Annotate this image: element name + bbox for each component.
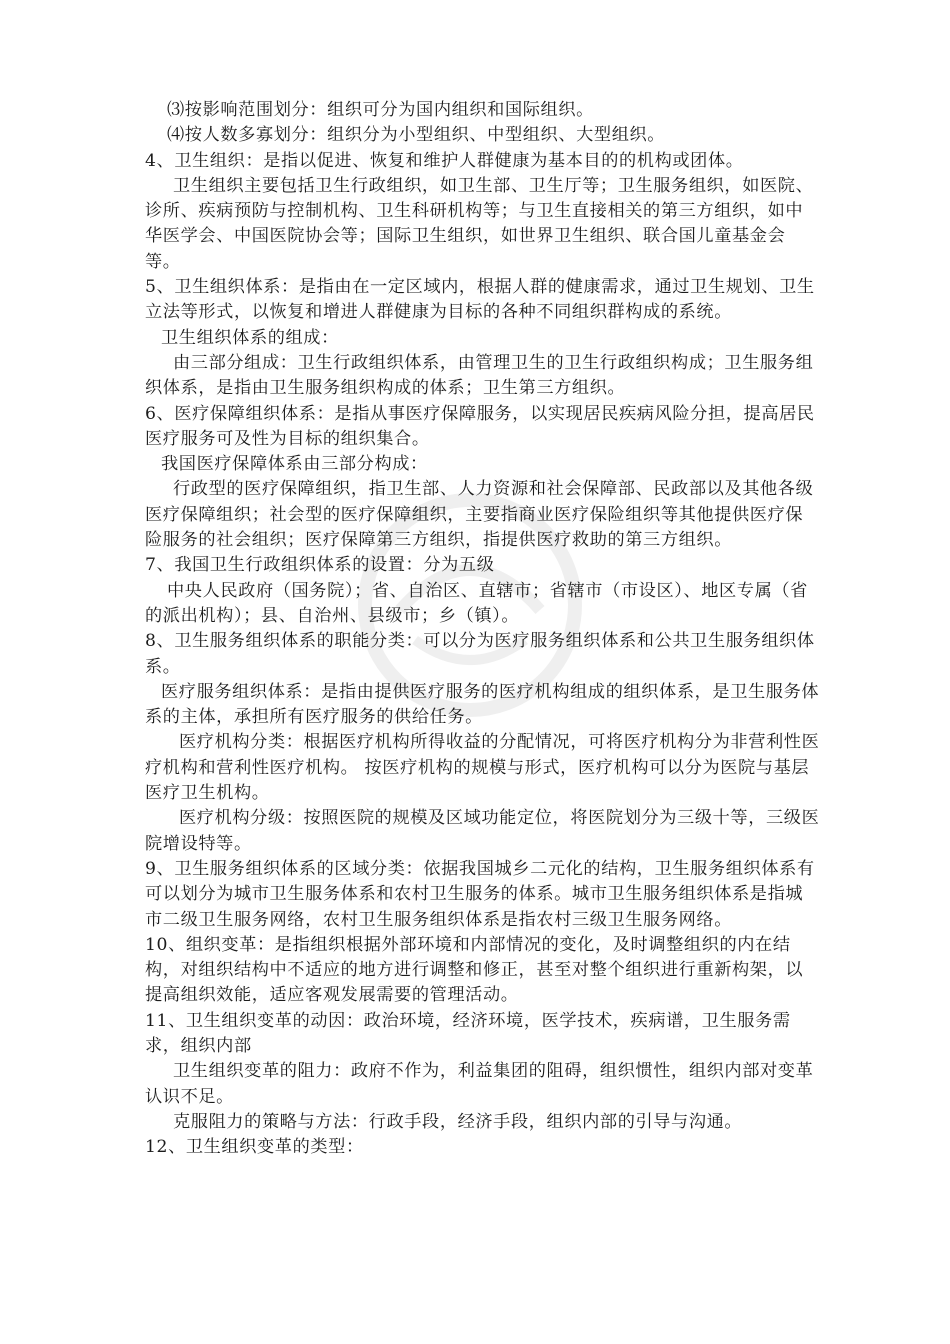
paragraph-heading-9: 9、卫生服务组织体系的区域分类：依据我国城乡二元化的结构，卫生服务组织体系有可以划分为城市卫生服务体系和农村卫生服务的体系。城市卫生服务组织体系是指城市二级卫生服务网络，农村卫生服务组织体系是指农村三级卫生服务网络。 <box>145 858 815 930</box>
paragraph-medical-institution-classification: 医疗机构分类：根据医疗机构所得收益的分配情况，可将医疗机构分为非营利性医疗机构和营利性医疗机构。 按医疗机构的规模与形式，医疗机构可以分为医院与基层医疗卫生机构。 <box>145 732 820 804</box>
paragraph-4-size: ⑷按人数多寡划分：组织分为小型组织、中型组织、大型组织。 <box>167 125 666 146</box>
paragraph-admin-levels: 中央人民政府（国务院）；省、自治区、直辖市；省辖市（市设区）、地区专属（省的派出机构）；县、自治州、县级市；乡（镇）。 <box>145 580 808 626</box>
paragraph-heading-5: 5、卫生组织体系：是指由在一定区域内，根据人群的健康需求，通过卫生规划、卫生立法等形式，以恢复和增进人群健康为目标的各种不同组织群构成的系统。 <box>145 277 815 323</box>
paragraph-heading-10: 10、组织变革：是指组织根据外部环境和内部情况的变化，及时调整组织的内在结构，对组织结构中不适应的地方进行调整和修正，甚至对整个组织进行重新构架，以提高组织效能，适应客观发展需要的管理活动。 <box>145 934 804 1006</box>
paragraph-heading-11: 11、卫生组织变革的动因：政治环境，经济环境，医学技术，疾病谱，卫生服务需求，组织内部 <box>145 1010 791 1056</box>
paragraph-health-org-types: 卫生组织主要包括卫生行政组织，如卫生部、卫生厅等；卫生服务组织，如医院、诊所、疾病预防与控制机构、卫生科研机构等；与卫生直接相关的第三方组织，如中华医学会、中国医院协会等；国际卫生组织，如世界卫生组织、联合国儿童基金会等。 <box>145 175 814 272</box>
paragraph-system-composition-title: 卫生组织体系的组成： <box>161 327 339 348</box>
paragraph-overcome-resistance: 克服阻力的策略与方法：行政手段，经济手段，组织内部的引导与沟通。 <box>173 1111 743 1132</box>
paragraph-3-scope: ⑶按影响范围划分：组织可分为国内组织和国际组织。 <box>167 100 594 120</box>
paragraph-system-composition: 由三部分组成：卫生行政组织体系，由管理卫生的卫生行政组织构成；卫生服务组织体系，是指由卫生服务组织构成的体系；卫生第三方组织。 <box>145 352 814 399</box>
paragraph-medical-institution-grading: 医疗机构分级：按照医院的规模及区域功能定位，将医院划分为三级十等，三级医院增设特等。 <box>145 808 820 854</box>
paragraph-change-resistance: 卫生组织变革的阻力：政府不作为，利益集团的阻碍，组织惯性，组织内部对变革认识不足。 <box>145 1061 814 1107</box>
paragraph-heading-8: 8、卫生服务组织体系的职能分类：可以分为医疗服务组织体系和公共卫生服务组织体系。 <box>145 631 815 677</box>
paragraph-insurance-composition: 行政型的医疗保障组织，指卫生部、人力资源和社会保障部、民政部以及其他各级医疗保障组织；社会型的医疗保障组织，主要指商业医疗保险组织等其他提供医疗保险服务的社会组织；医疗保障第三方组织，指提供医疗救助的第三方组织。 <box>145 479 814 551</box>
paragraph-medical-service-system: 医疗服务组织体系：是指由提供医疗服务的医疗机构组成的组织体系，是卫生服务体系的主体，承担所有医疗服务的供给任务。 <box>145 681 820 728</box>
paragraph-heading-7: 7、我国卫生行政组织体系的设置：分为五级 <box>145 555 495 576</box>
paragraph-heading-6: 6、医疗保障组织体系：是指从事医疗保障服务，以实现居民疾病风险分担，提高居民医疗服务可及性为目标的组织集合。 <box>145 403 815 449</box>
paragraph-insurance-composition-title: 我国医疗保障体系由三部分构成： <box>161 454 428 475</box>
document-body <box>145 98 820 1160</box>
paragraph-heading-4: 4、卫生组织：是指以促进、恢复和维护人群健康为基本目的的机构或团体。 <box>145 150 744 171</box>
paragraph-heading-12: 12、卫生组织变革的类型： <box>145 1137 364 1158</box>
